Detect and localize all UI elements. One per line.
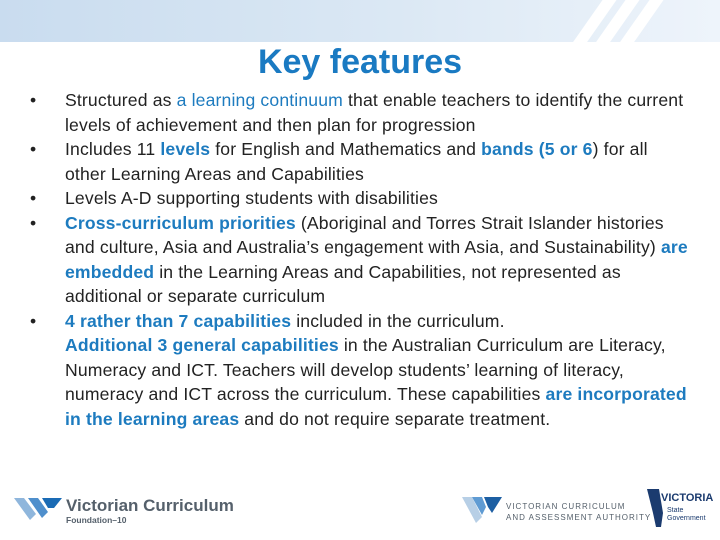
vcaa-logo xyxy=(462,493,652,527)
bullet-text: in the Australian Curriculum are Literacy, Numeracy and ICT. Teachers will develop students’ learning of literacy, numeracy and ICT across the curriculum. These capabilities xyxy=(65,335,666,404)
gov-subtitle: Government xyxy=(667,515,706,522)
bullet-item xyxy=(30,137,690,186)
highlight-text: a learning continuum xyxy=(176,90,343,110)
highlight-text: Cross-curriculum priorities xyxy=(65,212,296,233)
highlight-text: Additional 3 general capabilities xyxy=(65,335,339,355)
vcaa-logo-icon xyxy=(462,493,502,527)
logo-subtitle: Foundation–10 xyxy=(66,515,127,525)
bullet-text: in the Learning Areas and Capabilities, not represented as additional or separate curriculum xyxy=(65,261,621,306)
vcaa-name-line2: AND ASSESSMENT AUTHORITY xyxy=(506,513,652,522)
bullet-text: Structured as xyxy=(65,90,177,110)
bullet-marker: • xyxy=(30,212,37,233)
bullet-marker: • xyxy=(30,188,37,208)
victoria-wordmark: VICTORIA xyxy=(661,492,714,504)
vcaa-name-line1: VICTORIAN CURRICULUM xyxy=(506,502,626,511)
bullet-continuation xyxy=(30,333,690,431)
victorian-curriculum-logo xyxy=(14,492,264,528)
bullet-text: Includes 11 xyxy=(65,139,161,159)
victorian-curriculum-logo-icon xyxy=(14,496,62,522)
bullet-text: for English and Mathematics and xyxy=(210,139,482,159)
bullet-item xyxy=(30,211,690,309)
logo-name: Victorian Curriculum xyxy=(66,496,234,515)
slide-title: Key features xyxy=(257,43,463,81)
slide-body xyxy=(30,88,690,431)
highlight-text: 4 rather than 7 capabilities xyxy=(65,310,292,331)
bullet-marker: • xyxy=(30,310,37,331)
bullet-text: and do not require separate treatment. xyxy=(239,408,551,429)
bullet-text: Levels A-D supporting students with disabilities xyxy=(65,188,438,208)
bullet-list xyxy=(30,88,690,333)
bullet-marker: • xyxy=(30,90,37,110)
header-banner xyxy=(0,0,720,42)
highlight-text: are incorporated in the learning areas xyxy=(65,384,687,429)
highlight-text: levels xyxy=(160,139,211,159)
bullet-marker: • xyxy=(30,139,37,159)
victoria-state-government-logo xyxy=(645,487,714,533)
bullet-text: (Aboriginal and Torres Strait Islander histories and culture, Asia and Australia’s engagement with Asia, and Sustainability) xyxy=(65,212,664,257)
bullet-item xyxy=(30,88,690,137)
highlight-text: bands (5 or 6 xyxy=(481,139,593,159)
gov-subtitle: State xyxy=(667,507,684,514)
bullet-item xyxy=(30,309,690,334)
bullet-text: ) for all other Learning Areas and Capabilities xyxy=(65,139,648,184)
bullet-item xyxy=(30,186,690,211)
bullet-text: included in the curriculum. xyxy=(291,310,505,331)
bullet-text: that enable teachers to identify the current levels of achievement and then plan for progression xyxy=(65,90,684,135)
highlight-text: are embedded xyxy=(65,237,688,282)
